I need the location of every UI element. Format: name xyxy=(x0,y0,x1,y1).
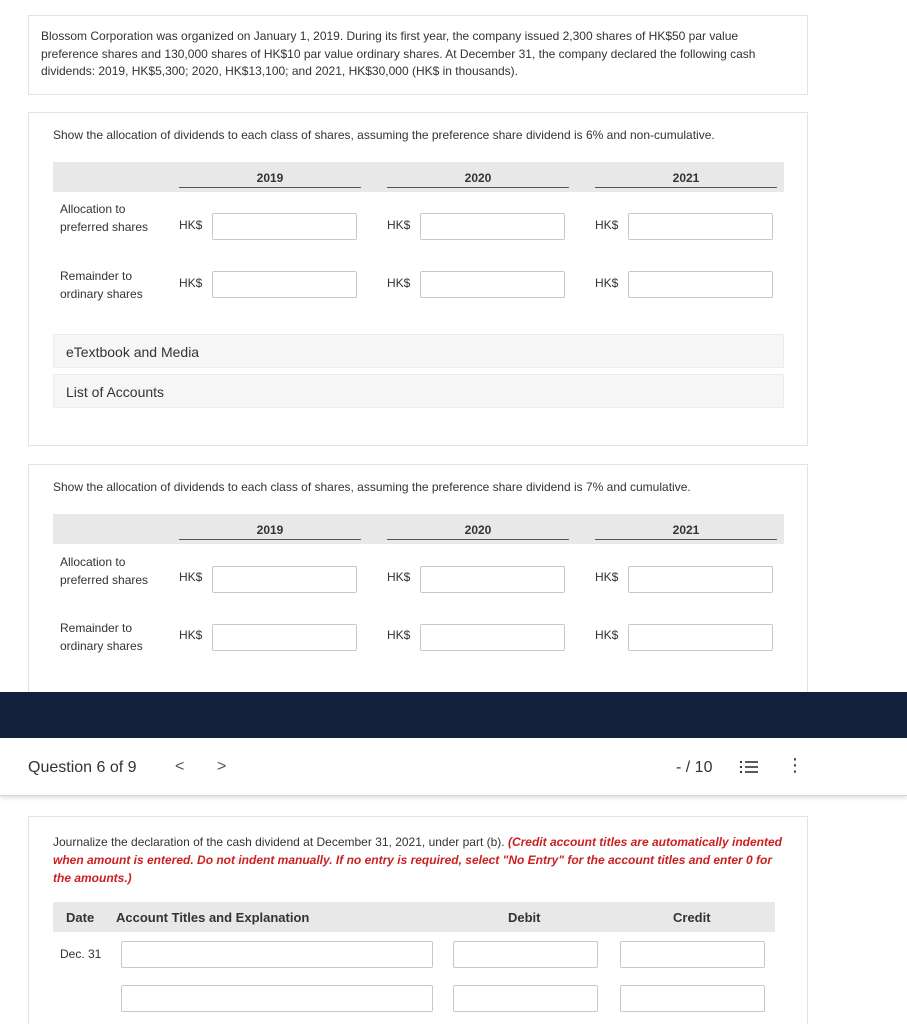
part-a-preferred-2020-input[interactable] xyxy=(420,213,565,240)
year-2020-header: 2020 xyxy=(387,171,569,188)
question-nav-bar xyxy=(0,738,907,796)
currency-label: HK$ xyxy=(595,628,619,642)
journal-prompt xyxy=(53,833,793,887)
journal-row-date: Dec. 31 xyxy=(60,947,102,961)
currency-label: HK$ xyxy=(387,218,411,232)
problem-text: Blossom Corporation was organized on January 1, 2019. During its first year, the company issued 2,300 shares of HK$50 par value preference shares and 130,000 shares of HK$10 par value ordinary shares. At December 31, the company declared the following cash dividends: 2019, HK$5,300; 2020, HK$13,100; and 2021, HK$30,000 (HK$ in thousands). xyxy=(41,29,756,78)
col-credit-header: Credit xyxy=(673,910,711,925)
debit-input-1[interactable] xyxy=(453,941,598,968)
currency-label: HK$ xyxy=(179,276,203,290)
part-a-ordinary-2019-input[interactable] xyxy=(212,271,357,298)
part-b-prompt: Show the allocation of dividends to each class of shares, assuming the preference share dividend is 7% and cumulative. xyxy=(53,480,691,494)
year-2020-header: 2020 xyxy=(387,523,569,540)
score-display: - / 10 xyxy=(676,759,713,776)
part-a-year-header xyxy=(53,162,784,192)
part-b-year-header xyxy=(53,514,784,544)
row-allocation-preferred-label: Allocation to preferred shares xyxy=(60,555,149,587)
part-b-ordinary-2021-input[interactable] xyxy=(628,624,773,651)
currency-label: HK$ xyxy=(595,570,619,584)
year-2019-header: 2019 xyxy=(179,171,361,188)
debit-input-2[interactable] xyxy=(453,985,598,1012)
part-b-preferred-2019-input[interactable] xyxy=(212,566,357,593)
currency-label: HK$ xyxy=(387,628,411,642)
journal-instruction: (Credit account titles are automatically indented when amount is entered. Do not indent manually. If no entry is required, select "No Entry" for the account titles and enter 0 for the amounts.) xyxy=(53,835,783,885)
list-of-accounts-button[interactable]: List of Accounts xyxy=(53,374,784,408)
credit-input-1[interactable] xyxy=(620,941,765,968)
etextbook-media-button[interactable]: eTextbook and Media xyxy=(53,334,784,368)
previous-question-icon[interactable]: < xyxy=(175,758,185,775)
col-date-header: Date xyxy=(66,910,95,925)
row-remainder-ordinary-label: Remainder to ordinary shares xyxy=(60,269,143,301)
part-b-ordinary-2019-input[interactable] xyxy=(212,624,357,651)
more-options-icon[interactable]: ⋮ xyxy=(786,755,804,775)
row-remainder-ordinary-label: Remainder to ordinary shares xyxy=(60,621,143,653)
currency-label: HK$ xyxy=(179,218,203,232)
currency-label: HK$ xyxy=(595,276,619,290)
year-2019-header: 2019 xyxy=(179,523,361,540)
credit-input-2[interactable] xyxy=(620,985,765,1012)
year-2021-header: 2021 xyxy=(595,171,777,188)
journal-header xyxy=(53,902,775,932)
journal-prompt-text: Journalize the declaration of the cash dividend at December 31, 2021, under part (b). xyxy=(53,835,508,849)
account-title-input-1[interactable] xyxy=(121,941,433,968)
part-a-preferred-2019-input[interactable] xyxy=(212,213,357,240)
col-debit-header: Debit xyxy=(508,910,541,925)
part-b-ordinary-2020-input[interactable] xyxy=(420,624,565,651)
part-b-preferred-2021-input[interactable] xyxy=(628,566,773,593)
part-a-preferred-2021-input[interactable] xyxy=(628,213,773,240)
part-c-card xyxy=(28,816,808,1024)
currency-label: HK$ xyxy=(179,628,203,642)
currency-label: HK$ xyxy=(179,570,203,584)
part-b-card xyxy=(28,464,808,704)
problem-statement xyxy=(28,15,808,95)
part-a-ordinary-2021-input[interactable] xyxy=(628,271,773,298)
part-a-card xyxy=(28,112,808,446)
next-question-icon[interactable]: > xyxy=(217,758,227,775)
row-allocation-preferred-label: Allocation to preferred shares xyxy=(60,202,149,234)
currency-label: HK$ xyxy=(595,218,619,232)
question-counter: Question 6 of 9 xyxy=(28,759,137,776)
top-navbar xyxy=(0,692,907,738)
year-2021-header: 2021 xyxy=(595,523,777,540)
currency-label: HK$ xyxy=(387,570,411,584)
question-list-icon[interactable] xyxy=(740,760,758,774)
account-title-input-2[interactable] xyxy=(121,985,433,1012)
part-a-prompt: Show the allocation of dividends to each class of shares, assuming the preference share dividend is 6% and non-cumulative. xyxy=(53,128,715,142)
part-b-preferred-2020-input[interactable] xyxy=(420,566,565,593)
currency-label: HK$ xyxy=(387,276,411,290)
part-a-ordinary-2020-input[interactable] xyxy=(420,271,565,298)
col-account-header: Account Titles and Explanation xyxy=(116,910,310,925)
